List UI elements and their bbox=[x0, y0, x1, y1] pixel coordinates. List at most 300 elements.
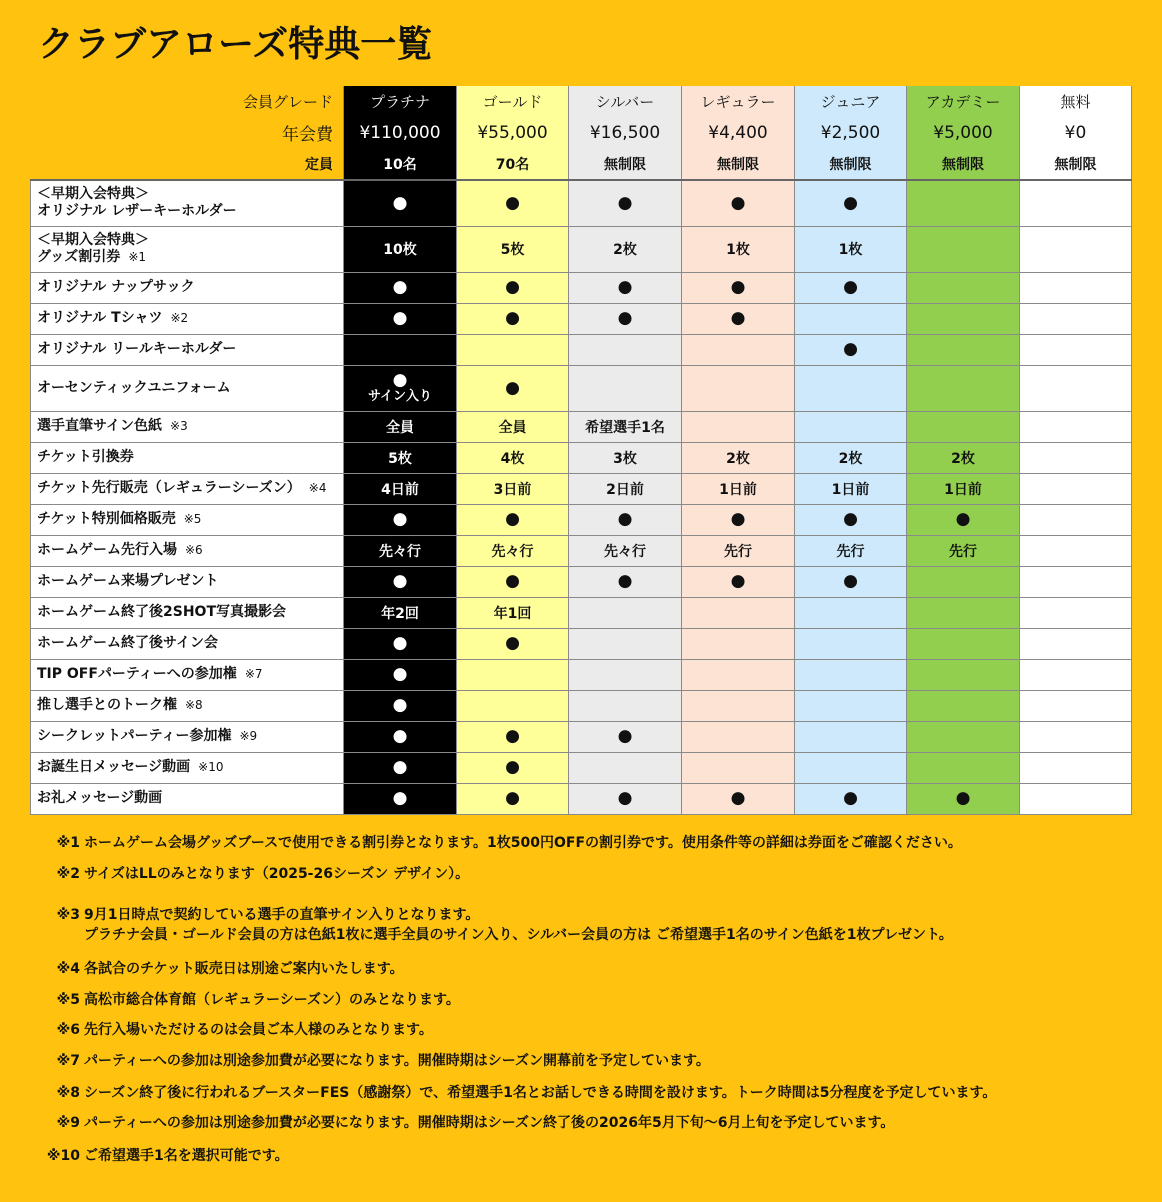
benefit-title: オーセンティックユニフォーム bbox=[37, 379, 231, 396]
table-row bbox=[31, 628, 1132, 659]
note-reference: ※4 bbox=[308, 481, 327, 495]
included-dot-icon: ● bbox=[505, 788, 520, 808]
included-dot-icon: ● bbox=[392, 308, 408, 328]
table-row bbox=[31, 226, 1132, 272]
benefit-title: チケット引換券 bbox=[37, 449, 134, 465]
footnote-mark: ※7 bbox=[56, 1053, 80, 1069]
table-row bbox=[31, 504, 1132, 535]
included-dot-icon: ● bbox=[617, 571, 633, 591]
table-row bbox=[31, 597, 1132, 628]
benefit-cell bbox=[569, 272, 682, 303]
grade-name-3: シルバー bbox=[569, 86, 682, 117]
benefit-cell bbox=[344, 721, 457, 752]
footnote-mark: ※8 bbox=[56, 1085, 80, 1101]
benefit-cell: 年1回 bbox=[457, 597, 569, 628]
benefit-name bbox=[31, 721, 344, 752]
table-row bbox=[31, 411, 1132, 442]
benefit-cell bbox=[682, 628, 795, 659]
included-dot-icon: ● bbox=[730, 308, 746, 328]
note-reference: ※6 bbox=[185, 543, 203, 557]
benefit-cell bbox=[569, 566, 682, 597]
table-row bbox=[31, 783, 1132, 814]
included-dot-icon: ● bbox=[617, 509, 633, 529]
benefit-cell bbox=[1020, 504, 1132, 535]
benefit-cell bbox=[569, 721, 682, 752]
benefit-cell bbox=[1020, 628, 1132, 659]
table-row bbox=[31, 334, 1132, 365]
annual-fee-3: ¥16,500 bbox=[569, 117, 682, 148]
benefits-table bbox=[30, 86, 1132, 815]
included-dot-icon: ● bbox=[505, 757, 520, 777]
benefit-cell: 3日前 bbox=[457, 473, 569, 504]
benefit-cell bbox=[682, 783, 795, 814]
note-reference: ※3 bbox=[170, 419, 188, 433]
benefit-cell: 5枚 bbox=[344, 442, 457, 473]
annual-fee-7: ¥0 bbox=[1020, 117, 1132, 148]
benefit-cell: 2枚 bbox=[795, 442, 907, 473]
benefit-cell bbox=[682, 659, 795, 690]
benefit-cell bbox=[344, 659, 457, 690]
footnote bbox=[34, 1050, 710, 1070]
benefit-cell: 3枚 bbox=[569, 442, 682, 473]
footnote-text: シーズン終了後に行われるブースターFES（感謝祭）で、希望選手1名とお話しできる時間を設けます。トーク時間は5分程度を予定しています。 bbox=[84, 1085, 997, 1101]
capacity-2: 70名 bbox=[457, 148, 569, 180]
benefit-cell bbox=[682, 504, 795, 535]
footnote bbox=[34, 1112, 894, 1132]
included-dot-icon: ● bbox=[392, 277, 408, 297]
benefit-cell bbox=[682, 180, 795, 226]
included-dot-icon: ● bbox=[392, 726, 408, 746]
note-reference: ※7 bbox=[244, 667, 263, 681]
benefit-cell bbox=[795, 411, 907, 442]
benefit-cell bbox=[569, 628, 682, 659]
benefit-cell bbox=[1020, 597, 1132, 628]
benefit-cell: 全員 bbox=[457, 411, 569, 442]
included-dot-icon: ● bbox=[843, 788, 858, 808]
included-dot-icon: ● bbox=[392, 633, 408, 653]
benefit-cell bbox=[682, 566, 795, 597]
benefit-cell bbox=[682, 752, 795, 783]
table-row bbox=[31, 659, 1132, 690]
footnote-text: ご希望選手1名を選択可能です。 bbox=[84, 1148, 289, 1164]
included-dot-icon: ● bbox=[730, 509, 746, 529]
included-dot-icon: ● bbox=[730, 571, 746, 591]
benefit-cell: 先行 bbox=[795, 535, 907, 566]
included-dot-icon: ● bbox=[392, 192, 408, 213]
benefit-cell bbox=[344, 365, 457, 411]
benefit-name bbox=[31, 783, 344, 814]
benefit-category: ＜早期入会特典＞ bbox=[37, 232, 149, 248]
header-row-name bbox=[31, 86, 1132, 117]
footnote-text: 9月1日時点で契約している選手の直筆サイン入りとなります。 bbox=[84, 907, 480, 923]
benefit-cell bbox=[344, 690, 457, 721]
footnote-mark: ※6 bbox=[56, 1022, 80, 1038]
grade-name-7: 無料 bbox=[1020, 86, 1132, 117]
benefit-cell: 先々行 bbox=[457, 535, 569, 566]
included-dot-icon: ● bbox=[505, 571, 520, 591]
benefit-cell bbox=[907, 365, 1020, 411]
benefit-name bbox=[31, 535, 344, 566]
footnote-text: 各試合のチケット販売日は別途ご案内いたします。 bbox=[84, 961, 404, 977]
note-reference: ※9 bbox=[239, 729, 258, 743]
included-dot-icon: ● bbox=[392, 370, 408, 390]
benefit-cell bbox=[1020, 365, 1132, 411]
header-row-cap bbox=[31, 148, 1132, 180]
included-dot-icon: ● bbox=[505, 633, 520, 653]
benefit-cell bbox=[1020, 473, 1132, 504]
benefit-cell: 先行 bbox=[682, 535, 795, 566]
included-dot-icon: ● bbox=[730, 277, 746, 297]
footnote-text: ホームゲーム会場グッズブースで使用できる割引券となります。1枚500円OFFの割引券です。使用条件等の詳細は券面をご確認ください。 bbox=[84, 835, 962, 851]
benefit-cell bbox=[1020, 303, 1132, 334]
benefit-name bbox=[31, 628, 344, 659]
benefit-cell bbox=[1020, 272, 1132, 303]
benefit-cell: 2枚 bbox=[569, 226, 682, 272]
included-dot-icon: ● bbox=[505, 377, 520, 398]
included-dot-icon: ● bbox=[730, 192, 746, 213]
benefit-cell bbox=[457, 272, 569, 303]
included-dot-icon: ● bbox=[617, 788, 633, 808]
benefit-cell: 希望選手1名 bbox=[569, 411, 682, 442]
table-row bbox=[31, 365, 1132, 411]
capacity-1: 10名 bbox=[344, 148, 457, 180]
benefit-title: オリジナル ナップサック bbox=[37, 279, 195, 295]
benefit-cell bbox=[907, 334, 1020, 365]
benefit-name bbox=[31, 690, 344, 721]
benefit-name bbox=[31, 473, 344, 504]
benefit-cell bbox=[795, 504, 907, 535]
benefit-cell bbox=[795, 180, 907, 226]
table-row bbox=[31, 566, 1132, 597]
benefit-cell: 1枚 bbox=[795, 226, 907, 272]
benefit-cell bbox=[1020, 535, 1132, 566]
header-label-price: 年会費 bbox=[282, 125, 333, 145]
benefit-cell bbox=[457, 504, 569, 535]
benefit-cell: 先々行 bbox=[569, 535, 682, 566]
benefit-cell bbox=[907, 180, 1020, 226]
benefit-cell bbox=[569, 504, 682, 535]
footnote-text: プラチナ会員・ゴールド会員の方は色紙1枚に選手全員のサイン入り、シルバー会員の方は ご希望選手1名のサイン色紙を1枚プレゼント。 bbox=[84, 927, 953, 943]
included-dot-icon: ● bbox=[730, 788, 746, 808]
benefit-title: 選手直筆サイン色紙 bbox=[37, 418, 163, 434]
included-dot-icon: ● bbox=[617, 726, 633, 746]
benefit-cell bbox=[457, 783, 569, 814]
benefit-cell bbox=[569, 752, 682, 783]
benefit-cell: 5枚 bbox=[457, 226, 569, 272]
footnote-mark: ※3 bbox=[56, 907, 80, 923]
benefit-cell: 全員 bbox=[344, 411, 457, 442]
footnote bbox=[34, 904, 953, 944]
included-dot-icon: ● bbox=[505, 308, 520, 328]
benefit-cell: 1日前 bbox=[907, 473, 1020, 504]
footnote-text: 先行入場いただけるのは会員ご本人様のみとなります。 bbox=[84, 1022, 433, 1038]
annual-fee-5: ¥2,500 bbox=[795, 117, 907, 148]
footnote bbox=[34, 863, 469, 883]
benefit-cell bbox=[795, 628, 907, 659]
benefit-name bbox=[31, 659, 344, 690]
included-dot-icon: ● bbox=[392, 695, 408, 715]
benefit-cell bbox=[1020, 659, 1132, 690]
benefit-cell bbox=[569, 783, 682, 814]
benefit-cell bbox=[907, 504, 1020, 535]
capacity-3: 無制限 bbox=[569, 148, 682, 180]
benefit-name bbox=[31, 411, 344, 442]
benefit-cell bbox=[1020, 334, 1132, 365]
benefit-title: ホームゲーム終了後2SHOT写真撮影会 bbox=[37, 604, 286, 620]
benefit-cell bbox=[1020, 411, 1132, 442]
benefit-cell: 4枚 bbox=[457, 442, 569, 473]
footnote bbox=[34, 1082, 996, 1102]
footnote-text: パーティーへの参加は別途参加費が必要になります。開催時期はシーズン終了後の2026年5月下旬～6月上旬を予定しています。 bbox=[84, 1115, 895, 1131]
header-row-price bbox=[31, 117, 1132, 148]
benefit-cell bbox=[682, 334, 795, 365]
capacity-5: 無制限 bbox=[795, 148, 907, 180]
benefit-cell bbox=[457, 334, 569, 365]
capacity-4: 無制限 bbox=[682, 148, 795, 180]
benefit-cell bbox=[344, 566, 457, 597]
benefit-cell bbox=[569, 659, 682, 690]
benefit-title: グッズ割引券 ※1 bbox=[37, 249, 147, 265]
benefit-cell bbox=[344, 783, 457, 814]
benefit-cell: 先行 bbox=[907, 535, 1020, 566]
benefit-cell bbox=[907, 272, 1020, 303]
included-dot-icon: ● bbox=[392, 509, 408, 529]
annual-fee-1: ¥110,000 bbox=[344, 117, 457, 148]
benefit-name bbox=[31, 365, 344, 411]
footnote bbox=[34, 1019, 433, 1039]
benefit-cell: 先々行 bbox=[344, 535, 457, 566]
table-row bbox=[31, 690, 1132, 721]
note-reference: ※10 bbox=[198, 760, 224, 774]
included-dot-icon: ● bbox=[617, 308, 633, 328]
page-title: クラブアローズ特典一覧 bbox=[38, 24, 433, 65]
benefit-title: TIP OFFパーティーへの参加権 bbox=[37, 666, 237, 682]
benefit-title: シークレットパーティー参加権 bbox=[37, 728, 232, 744]
benefit-cell bbox=[682, 411, 795, 442]
benefit-cell bbox=[457, 721, 569, 752]
included-dot-icon: ● bbox=[843, 571, 858, 591]
benefit-cell bbox=[1020, 752, 1132, 783]
benefit-cell bbox=[907, 411, 1020, 442]
benefit-cell: 2日前 bbox=[569, 473, 682, 504]
included-dot-icon: ● bbox=[955, 509, 971, 529]
included-dot-icon: ● bbox=[843, 509, 858, 529]
benefit-cell bbox=[1020, 690, 1132, 721]
benefit-title: オリジナル Tシャツ bbox=[37, 310, 163, 326]
benefit-cell bbox=[344, 334, 457, 365]
benefit-title: オリジナル レザーキーホルダー bbox=[37, 203, 237, 220]
benefit-cell bbox=[569, 334, 682, 365]
benefit-cell bbox=[907, 566, 1020, 597]
benefit-cell: 1日前 bbox=[682, 473, 795, 504]
benefit-cell bbox=[569, 180, 682, 226]
benefit-cell bbox=[907, 690, 1020, 721]
benefit-name bbox=[31, 272, 344, 303]
footnote-mark: ※2 bbox=[56, 866, 80, 882]
grade-name-6: アカデミー bbox=[907, 86, 1020, 117]
benefit-cell bbox=[682, 272, 795, 303]
benefit-cell: 1枚 bbox=[682, 226, 795, 272]
benefit-cell: 年2回 bbox=[344, 597, 457, 628]
grade-name-4: レギュラー bbox=[682, 86, 795, 117]
benefit-cell bbox=[682, 303, 795, 334]
included-dot-icon: ● bbox=[505, 192, 520, 213]
benefit-cell: 4日前 bbox=[344, 473, 457, 504]
benefit-title: オリジナル リールキーホルダー bbox=[37, 341, 237, 357]
benefit-cell bbox=[795, 272, 907, 303]
cell-subtext: サイン入り bbox=[367, 389, 433, 404]
table-row bbox=[31, 442, 1132, 473]
benefit-cell bbox=[795, 566, 907, 597]
benefit-cell bbox=[795, 690, 907, 721]
footnote-mark: ※10 bbox=[46, 1148, 80, 1164]
benefit-cell bbox=[907, 659, 1020, 690]
benefit-cell bbox=[344, 628, 457, 659]
grade-name-1: プラチナ bbox=[344, 86, 457, 117]
included-dot-icon: ● bbox=[843, 277, 858, 297]
benefit-cell bbox=[1020, 566, 1132, 597]
included-dot-icon: ● bbox=[505, 277, 520, 297]
benefit-cell bbox=[795, 659, 907, 690]
footnote-text: パーティーへの参加は別途参加費が必要になります。開催時期はシーズン開幕前を予定しています。 bbox=[84, 1053, 710, 1069]
benefit-cell bbox=[1020, 180, 1132, 226]
benefit-cell bbox=[457, 690, 569, 721]
benefit-cell bbox=[907, 597, 1020, 628]
included-dot-icon: ● bbox=[392, 571, 408, 591]
header-label-name: 会員グレード bbox=[242, 93, 333, 111]
included-dot-icon: ● bbox=[392, 664, 408, 684]
benefit-cell bbox=[569, 303, 682, 334]
benefit-cell bbox=[907, 752, 1020, 783]
benefit-category: ＜早期入会特典＞ bbox=[37, 186, 149, 203]
benefit-title: チケット先行販売（レギュラーシーズン） bbox=[37, 480, 301, 496]
benefit-name bbox=[31, 752, 344, 783]
benefit-cell bbox=[795, 783, 907, 814]
benefit-title: 推し選手とのトーク権 bbox=[37, 697, 177, 713]
benefit-name bbox=[31, 334, 344, 365]
benefit-title: チケット特別価格販売 bbox=[37, 511, 176, 527]
footnote bbox=[34, 1145, 289, 1165]
footnote bbox=[34, 958, 404, 978]
benefit-cell bbox=[1020, 442, 1132, 473]
grade-name-2: ゴールド bbox=[457, 86, 569, 117]
benefit-cell bbox=[907, 783, 1020, 814]
footnote-mark: ※1 bbox=[56, 835, 80, 851]
benefit-cell bbox=[682, 690, 795, 721]
included-dot-icon: ● bbox=[505, 509, 520, 529]
benefit-cell bbox=[795, 365, 907, 411]
footnote-mark: ※4 bbox=[56, 961, 80, 977]
benefit-cell bbox=[344, 272, 457, 303]
benefit-cell bbox=[795, 721, 907, 752]
benefit-name bbox=[31, 226, 344, 272]
benefit-cell bbox=[457, 752, 569, 783]
table-row bbox=[31, 303, 1132, 334]
footnote-text: 高松市総合体育館（レギュラーシーズン）のみとなります。 bbox=[84, 992, 460, 1008]
benefit-cell bbox=[457, 303, 569, 334]
benefit-title: お礼メッセージ動画 bbox=[37, 790, 163, 806]
benefit-cell bbox=[1020, 783, 1132, 814]
included-dot-icon: ● bbox=[843, 339, 858, 359]
benefit-name bbox=[31, 180, 344, 226]
note-reference: ※2 bbox=[170, 311, 189, 325]
benefit-cell bbox=[907, 721, 1020, 752]
benefit-title: お誕生日メッセージ動画 bbox=[37, 759, 191, 775]
annual-fee-6: ¥5,000 bbox=[907, 117, 1020, 148]
included-dot-icon: ● bbox=[505, 726, 520, 746]
benefit-cell bbox=[569, 690, 682, 721]
benefit-cell bbox=[569, 597, 682, 628]
included-dot-icon: ● bbox=[843, 192, 858, 213]
benefit-cell bbox=[795, 303, 907, 334]
table-row bbox=[31, 535, 1132, 566]
benefit-cell bbox=[795, 752, 907, 783]
footnote bbox=[34, 989, 460, 1009]
benefit-name bbox=[31, 597, 344, 628]
benefit-name bbox=[31, 504, 344, 535]
benefit-title: ホームゲーム先行入場 bbox=[37, 542, 177, 558]
benefit-cell: 2枚 bbox=[682, 442, 795, 473]
benefit-cell bbox=[344, 752, 457, 783]
included-dot-icon: ● bbox=[392, 757, 408, 777]
table-row bbox=[31, 272, 1132, 303]
table-row bbox=[31, 752, 1132, 783]
benefit-name bbox=[31, 566, 344, 597]
benefit-cell bbox=[569, 365, 682, 411]
benefit-cell: 2枚 bbox=[907, 442, 1020, 473]
annual-fee-2: ¥55,000 bbox=[457, 117, 569, 148]
benefit-cell bbox=[907, 226, 1020, 272]
grade-name-5: ジュニア bbox=[795, 86, 907, 117]
benefit-cell bbox=[457, 566, 569, 597]
benefit-title: ホームゲーム来場プレゼント bbox=[37, 573, 219, 589]
included-dot-icon: ● bbox=[617, 192, 633, 213]
benefit-cell: 10枚 bbox=[344, 226, 457, 272]
benefit-cell bbox=[457, 628, 569, 659]
benefit-cell bbox=[457, 180, 569, 226]
table-row bbox=[31, 180, 1132, 226]
benefit-cell bbox=[682, 721, 795, 752]
footnote-mark: ※9 bbox=[56, 1115, 80, 1131]
note-reference: ※1 bbox=[128, 250, 147, 264]
benefit-cell bbox=[795, 334, 907, 365]
benefit-cell: 1日前 bbox=[795, 473, 907, 504]
footnote bbox=[34, 832, 962, 852]
header-label-cap: 定員 bbox=[31, 148, 344, 180]
capacity-7: 無制限 bbox=[1020, 148, 1132, 180]
included-dot-icon: ● bbox=[955, 788, 971, 808]
benefit-cell bbox=[344, 303, 457, 334]
benefit-cell bbox=[1020, 226, 1132, 272]
footnote-text: サイズはLLのみとなります（2025-26シーズン デザイン）。 bbox=[84, 866, 470, 882]
included-dot-icon: ● bbox=[392, 788, 408, 808]
benefit-name bbox=[31, 442, 344, 473]
benefit-name bbox=[31, 303, 344, 334]
benefit-cell bbox=[344, 504, 457, 535]
table-row bbox=[31, 721, 1132, 752]
benefit-cell bbox=[457, 659, 569, 690]
benefit-cell bbox=[682, 365, 795, 411]
benefit-cell bbox=[457, 365, 569, 411]
benefit-cell bbox=[907, 303, 1020, 334]
benefit-cell bbox=[907, 628, 1020, 659]
note-reference: ※8 bbox=[185, 698, 203, 712]
table-row bbox=[31, 473, 1132, 504]
capacity-6: 無制限 bbox=[907, 148, 1020, 180]
benefit-title: ホームゲーム終了後サイン会 bbox=[37, 635, 219, 651]
note-reference: ※5 bbox=[183, 512, 202, 526]
annual-fee-4: ¥4,400 bbox=[682, 117, 795, 148]
